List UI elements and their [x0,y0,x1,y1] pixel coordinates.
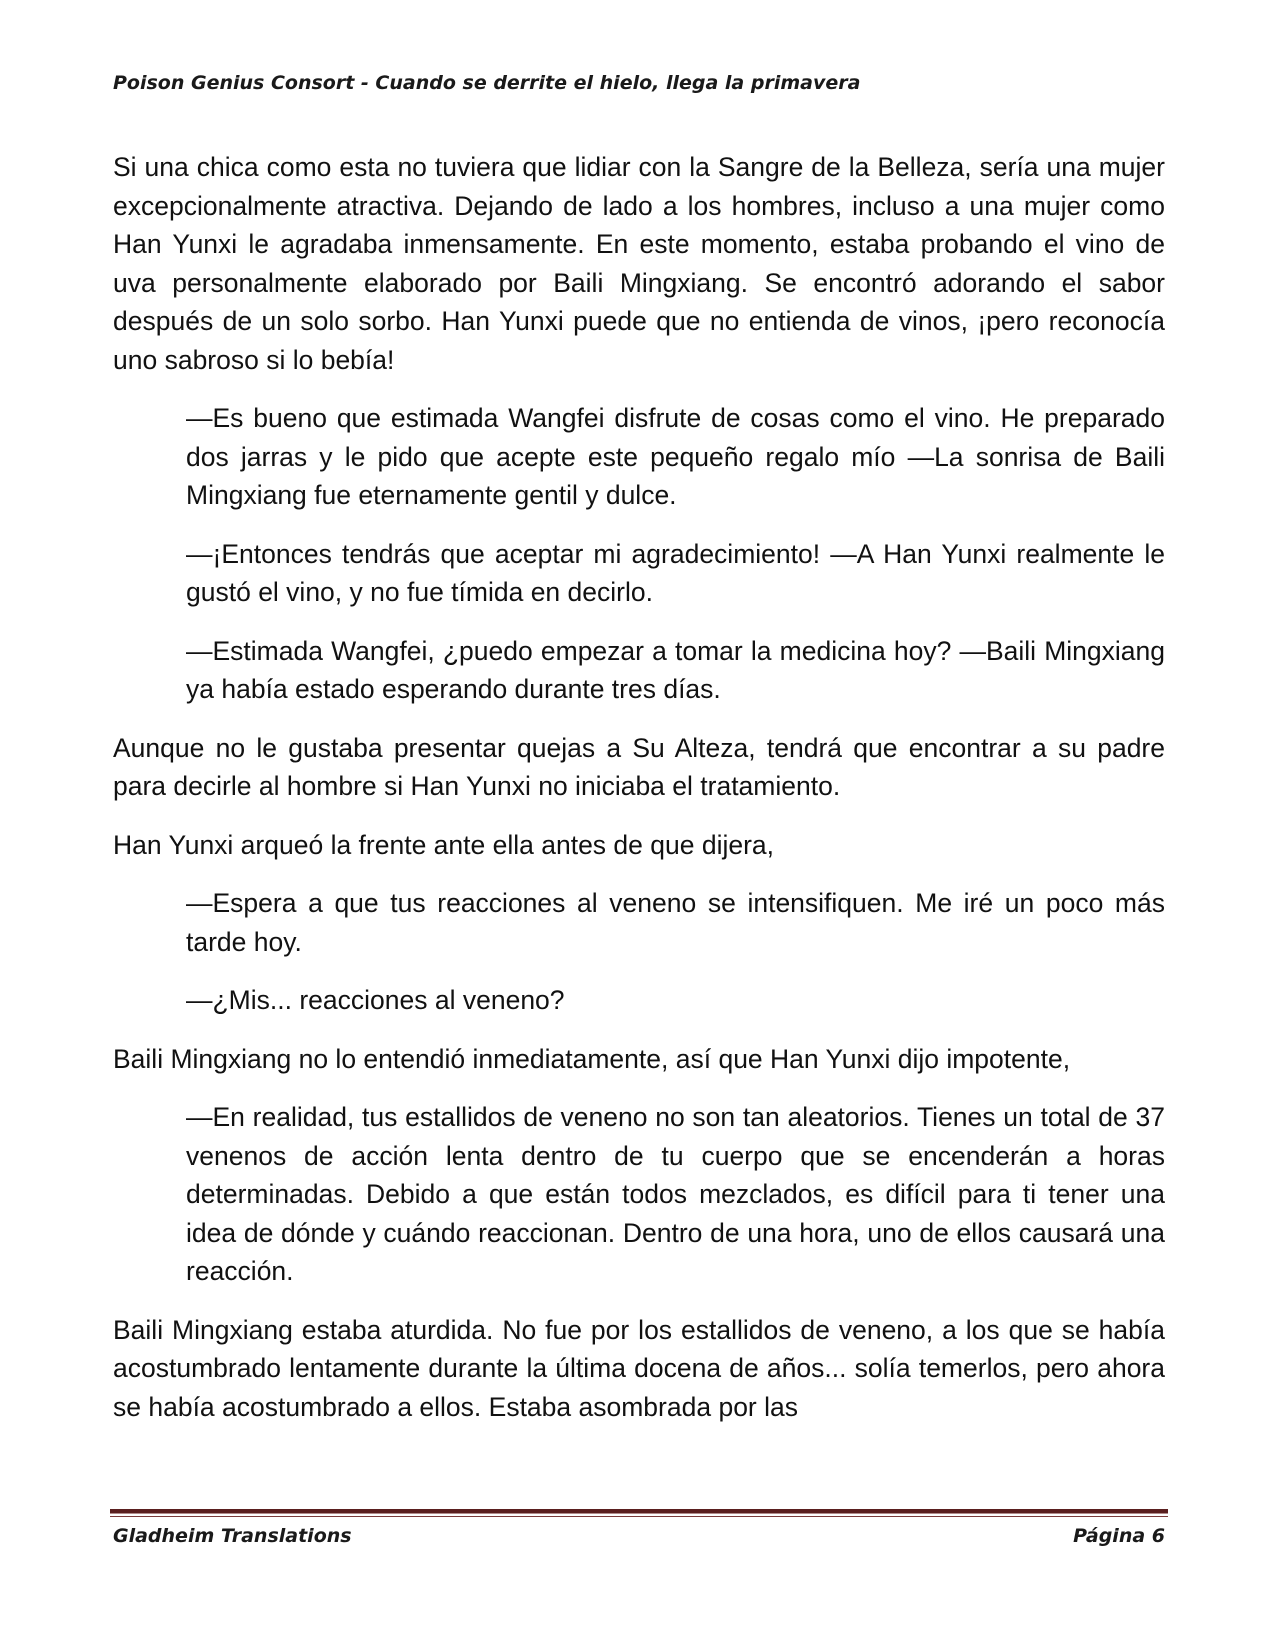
paragraph: Si una chica como esta no tuviera que lidiar con la Sangre de la Belleza, sería una mujer excepcionalmente atractiva. Dejando de lado a los hombres, incluso a una mujer como Han Yunxi le agradaba inmensamente. En este momento, estaba probando el vino de uva personalmente elaborado por Baili Mingxiang. Se encontró adorando el sabor después de un solo sorbo. Han Yunxi puede que no entienda de vinos, ¡pero reconocía uno sabroso si lo bebía! [113,152,1165,375]
dialogue-paragraph: —Es bueno que estimada Wangfei disfrute de cosas como el vino. He preparado dos jarras y le pido que acepte este pequeño regalo mío —La sonrisa de Baili Mingxiang fue eternamente gentil y dulce. [186,403,1165,510]
footer-publisher: Gladheim Translations [113,1525,352,1547]
paragraph: Baili Mingxiang no lo entendió inmediatamente, así que Han Yunxi dijo impotente, [113,1043,1071,1074]
dialogue-paragraph: —¡Entonces tendrás que aceptar mi agradecimiento! —A Han Yunxi realmente le gustó el vino, y no fue tímida en decirlo. [186,538,1165,607]
dialogue-paragraph: —Estimada Wangfei, ¿puedo empezar a tomar la medicina hoy? —Baili Mingxiang ya había estado esperando durante tres días. [186,635,1165,704]
dialogue-paragraph: —En realidad, tus estallidos de veneno no son tan aleatorios. Tienes un total de 37 venenos de acción lenta dentro de tu cuerpo que se encenderán a horas determinadas. Debido a que están todos mezclados, es difícil para ti tener una idea de dónde y cuándo reaccionan. Dentro de una hora, uno de ellos causará una reacción. [186,1102,1165,1286]
document-body [113,148,1165,1446]
footer-page-number: Página 6 [1073,1525,1165,1547]
footer-divider [110,1509,1168,1514]
paragraph: Baili Mingxiang estaba aturdida. No fue por los estallidos de veneno, a los que se había acostumbrado lentamente durante la última docena de años... solía temerlos, pero ahora se había acostumbrado a ellos. Estaba asombrada por las [113,1314,1165,1422]
dialogue-paragraph: —¿Mis... reacciones al veneno? [186,985,565,1015]
dialogue-paragraph: —Espera a que tus reacciones al veneno se intensifiquen. Me iré un poco más tarde hoy. [186,888,1165,957]
page-header-title: Poison Genius Consort - Cuando se derrite el hielo, llega la primavera [113,72,861,94]
paragraph: Aunque no le gustaba presentar quejas a Su Alteza, tendrá que encontrar a su padre para decirle al hombre si Han Yunxi no iniciaba el tratamiento. [113,732,1165,801]
footer-divider-thin [110,1516,1168,1517]
paragraph: Han Yunxi arqueó la frente ante ella antes de que dijera, [113,829,775,860]
